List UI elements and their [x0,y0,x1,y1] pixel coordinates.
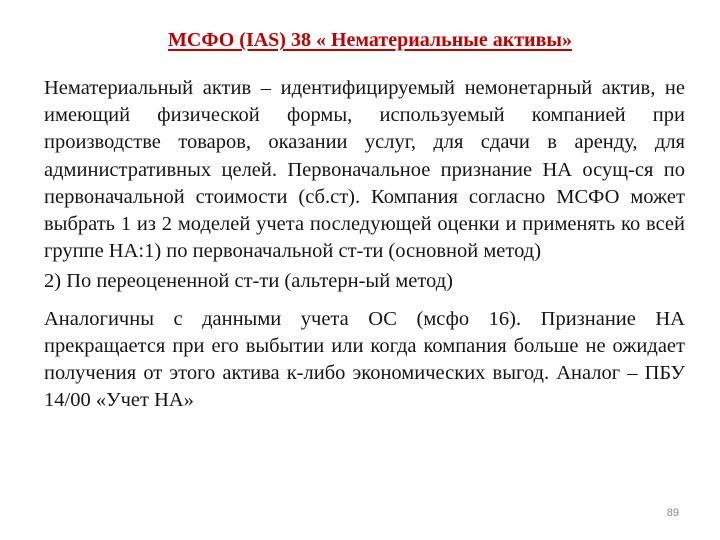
page-number: 89 [666,507,679,519]
slide-body [44,75,685,414]
paragraph-definition: Нематериальный актив – идентифицируемый немонетарный актив, не имеющий физической формы, используемый компанией при производстве товаров, оказании услуг, для сдачи в аренду, для административных целей. Первоначальное признание НА осущ-ся по первоначальной стоимости (сб.ст). Компания согласно МСФО может выбрать 1 из 2 моделей учета последующей оценки и применять ко всей группе НА:1) по первоначальной ст-ти (основной метод) [44,77,685,263]
paragraph-revaluation-method: 2) По переоцененной ст-ти (альтерн-ый метод) [44,270,453,293]
paragraph-derecognition: Аналогичны с данными учета ОС (мсфо 16). Признание НА прекращается при его выбытии или когда компания больше не ожидает получения от этого актива к-либо экономических выгод. Аналог – ПБУ 14/00 «Учет НА» [44,307,685,412]
slide-title: МСФО (IAS) 38 « Нематериальные активы» [168,29,572,51]
